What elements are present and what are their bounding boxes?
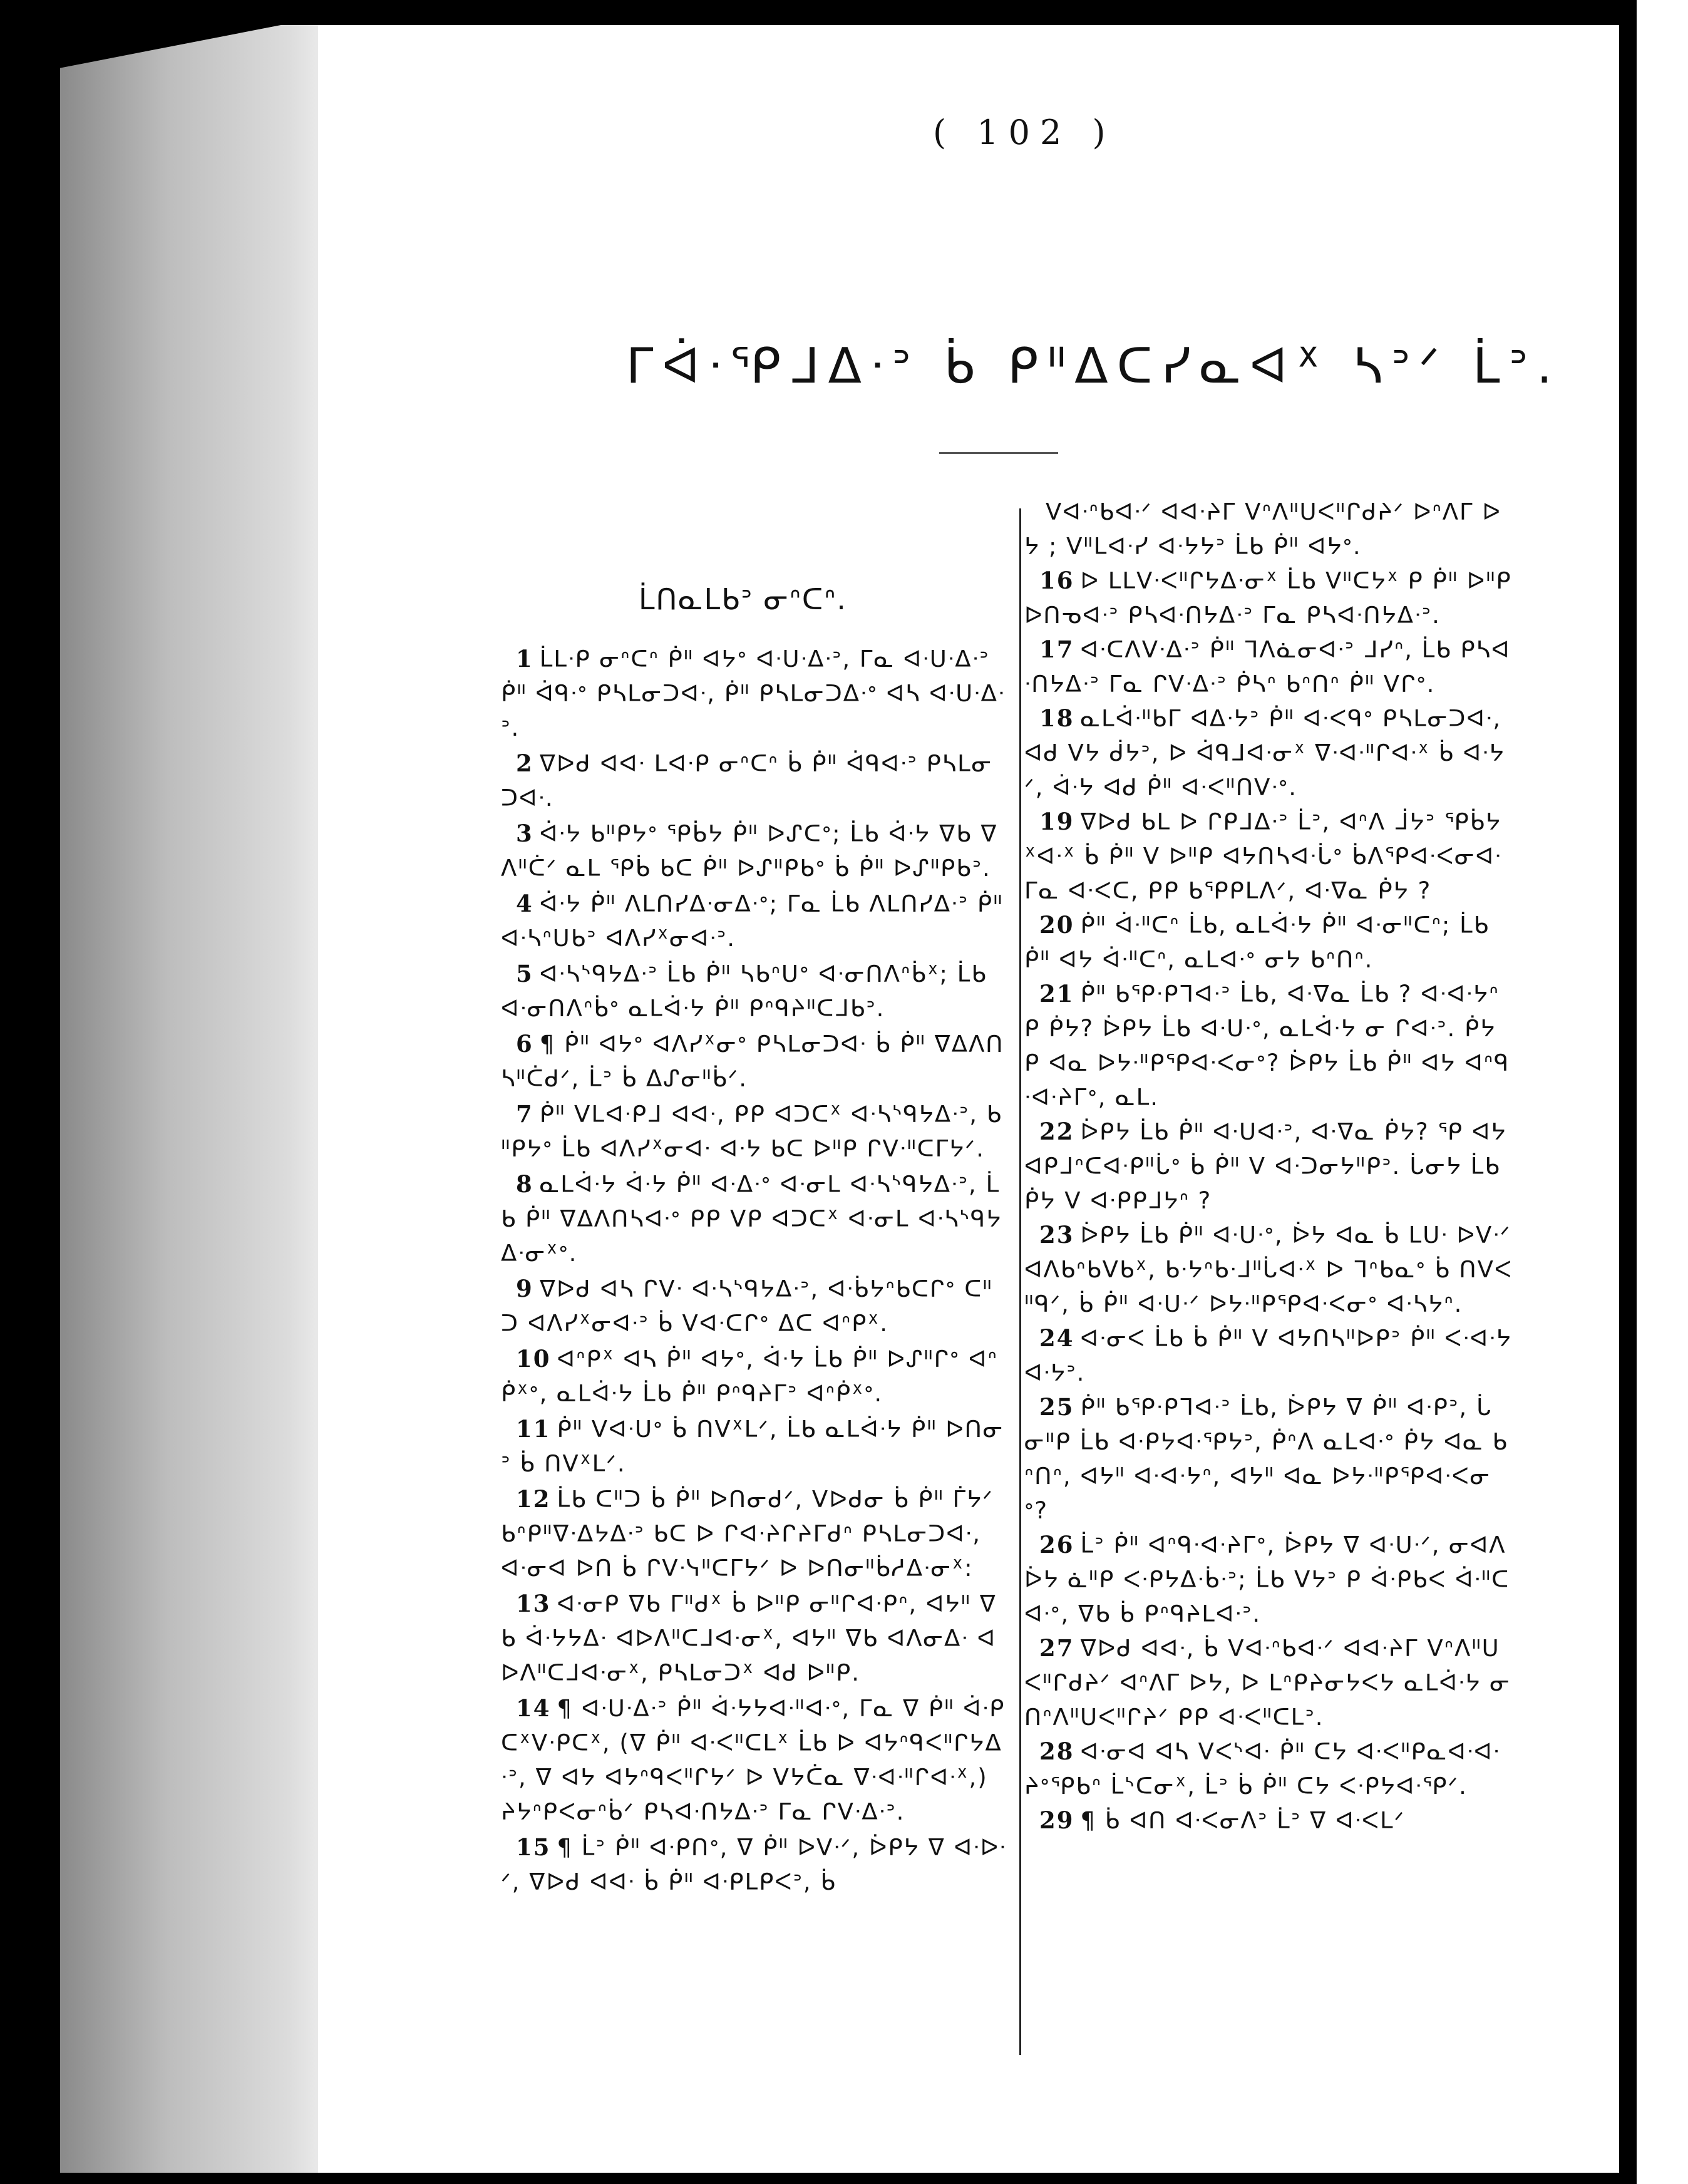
verse-number: 16 [1039,567,1074,594]
verse [501,1482,1008,1585]
verse-number: 21 [1039,980,1074,1007]
verse [501,1342,1008,1411]
verse-number: 19 [1039,808,1074,835]
verse-number: 25 [1039,1393,1074,1421]
verse-text: ᐁᐅᑯ ᑲᒪ ᐅ ᒋᑭᒧᐃᐧᐣ ᒫᐣ, ᐊᐢᐱ ᒨᔭᐣ ᕿᑳᔭᕽᐊᐧᕽ ᑳ ᑮᐦ ᐯ ᐅᐦᑭ ᐊᔭᑎᓴᐊᐧᒑᐤ ᑳᐱᕿᐊᐧᐸᓂᐊᐧ ᒥᓇ ᐊᐧᐸᑕ, ᑭᑭ ᑲᕿᑭᒪᐱᐟ, ᐊᐧᐁᓇ ᑮᔭ ? [1024,808,1502,904]
verse [501,816,1008,885]
verse [1024,495,1513,564]
verse-number: 26 [1039,1531,1074,1558]
verse-number: 11 [516,1415,551,1443]
verse [1024,1528,1513,1631]
verse-text: ᐋᐧᔭ ᑲᐦᑭᔭᐤ ᕿᑳᔭ ᑮᐦ ᐅᔑᑕᐤ; ᒫᑲ ᐋᐧᔭ ᐁᑲ ᐁ ᐱᐦᑖᐟ ᓇᒪ ᕿᑳ ᑲᑕ ᑮᐦ ᐅᔑᐦᑭᑲᐤ ᑳ ᑮᐦ ᐅᔑᐦᑭᑲᐣ. [501,820,998,882]
verse-text: ᐊᐢᑭᕽ ᐊᓴ ᑮᐦ ᐊᔭᐤ, ᐋᐧᔭ ᒫᑲ ᑮᐦ ᐅᔑᐦᒋᐤ ᐊᐢᑮᕽᐤ, ᓇᒪᐋᐧᔭ ᒫᑲ ᑮᐦ ᑭᐢᑫᔨᒥᐣ ᐊᐢᑮᕽᐤ. [501,1346,998,1407]
verse [501,1097,1008,1166]
verse [501,1830,1008,1899]
verse [1024,805,1513,908]
verse-number: 28 [1039,1738,1074,1765]
verse-text: ᒫᒪᐧᑭ ᓂᐢᑕᐢ ᑮᐦ ᐊᔭᐤ ᐊᐧᑌᐧᐃᐧᐣ, ᒥᓇ ᐊᐧᑌᐧᐃᐧᐣ ᑮᐦ ᐋᑫᐧᐤ ᑭᓴᒪᓂᑐᐊᐧ, ᑮᐦ ᑭᓴᒪᓂᑐᐃᐧᐤ ᐊᓴ ᐊᐧᑌᐧᐃᐧᐣ. [501,646,1006,741]
verse-number: 14 [516,1694,551,1722]
verse [501,642,1008,745]
section-heading: ᒫᑎᓇᒪᑲᐣ ᓂᐢᑕᐢ. [639,582,847,616]
verse-number: 29 [1039,1806,1074,1834]
verse-number: 18 [1039,704,1074,732]
verse-text: ᓇᒪᐋᐧᐦᑲᒥ ᐊᐃᐧᔭᐣ ᑮᐦ ᐊᐧᐸᑫᐤ ᑭᓴᒪᓂᑐᐊᐧ, ᐊᑯ ᐯᔭ ᑰᔭᐣ, ᐅ ᐋᑫᒧᐊᐧᓂᕽ ᐁᐧᐊᐧᐦᒋᐊᐧᕽ ᑳ ᐊᐧᔭᐟ, ᐋᐧᔭ ᐊᑯ ᑮᐦ ᐊᐧᐸᐦᑎᐯᐧᐤ. [1024,705,1505,801]
verse [1024,1321,1513,1390]
verse-number: 17 [1039,636,1074,663]
verse [501,1691,1008,1829]
verse-number: 4 [516,890,533,917]
verse-number: 2 [516,749,533,777]
verse [501,1167,1008,1270]
verse-number: 9 [516,1275,533,1302]
verse-number: 8 [516,1170,533,1198]
verse-text: ᒫᐣ ᑮᐦ ᐊᐢᑫᐧᐊᐧᔨᒥᐤ, ᐆᑭᔭ ᐁ ᐊᐧᑌᐧᐟ, ᓂᐊᐱ ᐆᔭ ᓈᐦᑭ ᐸᐧᑭᔭᐃᐧᑳᐧᐣ; ᒫᑲ ᐯᔭᐣ ᑭ ᐋᐧᑭᑲᐸ ᐋᐧᐦᑕᐊᐧᐤ, ᐁᑲ ᑳ ᑭᐢᑫᔨᒪᐊᐧᐣ. [1024,1532,1510,1627]
verse [501,957,1008,1026]
verse-text: ᐅ ᒪᒪᐯᐧᐸᐦᒋᔭᐃᐧᓂᕽ ᒫᑲ ᐯᐦᑕᔭᕽ ᑭ ᑮᐦ ᐅᐦᑭ ᐅᑎᓀᐊᐧᐣ ᑭᓴᐊᐧᑎᔭᐃᐧᐣ ᒥᓇ ᑭᓴᐊᐧᑎᔭᐃᐧᐣ. [1024,567,1512,629]
verse-text: ¶ ᒫᐣ ᑮᐦ ᐊᐧᑭᑎᐤ, ᐁ ᑮᐦ ᐅᐯᐧᐟ, ᐆᑭᔭ ᐁ ᐊᐧᐅᐧᐟ, ᐁᐅᑯ ᐊᐊᐧ ᑳ ᑮᐦ ᐊᐧᑭᒪᑭᐸᐣ, ᑳ [501,1834,1007,1895]
verse-number: 23 [1039,1221,1074,1249]
verse [1024,1390,1513,1528]
verse-text: ᑮᐦ ᐯᒪᐊᐧᑭᒧ ᐊᐊᐧ, ᑭᑭ ᐊᑐᑕᕽ ᐊᐧᓴᔅᑫᔭᐃᐧᐣ, ᑲᐦᑭᔭᐤ ᒫᑲ ᐊᐱᓯᕽᓂᐊᐧ ᐊᐧᔭ ᑲᑕ ᐅᐦᑭ ᒋᐯᐧᐦᑕᒥᔭᐟ. [501,1101,1003,1162]
verse-text: ᑮᐦ ᐋᐧᐦᑕᐢ ᒫᑲ, ᓇᒪᐋᐧᔭ ᑮᐦ ᐊᐧᓂᐦᑕᐢ; ᒫᑲ ᑮᐦ ᐊᔭ ᐋᐧᐦᑕᐢ, ᓇᒪᐊᐧᐤ ᓂᔭ ᑲᐢᑎᐢ. [1024,912,1490,973]
verse-text: ᐯᐊᐧᐢᑲᐊᐧᐟ ᐊᐊᐧᔨᒥ ᐯᐢᐱᐦᑌᐸᐦᒋᑯᔨᐟ ᐅᐢᐱᒥ ᐅᔭ ; ᐯᐦᒪᐊᐧᓯ ᐊᐧᔭᔭᐣ ᒫᑲ ᑮᐦ ᐊᔭᐤ. [1024,498,1501,560]
verse-number: 15 [516,1833,551,1861]
verse-number: 20 [1039,911,1074,939]
verse-text: ᐊᐧᓂᐸ ᒫᑲ ᑳ ᑮᐦ ᐯ ᐊᔭᑎᓴᐦᐅᑭᐣ ᑮᐦ ᐸᐧᐊᐧᔭᐊᐧᔭᐣ. [1024,1325,1512,1386]
verse-number: 7 [516,1100,533,1128]
right-verse-list [1024,495,1513,1838]
verse [1024,1803,1513,1838]
verse-number: 5 [516,960,533,987]
verse-text: ᑮᐦ ᐯᐊᐧᑌᐤ ᑳ ᑎᐯᕽᒪᐟ, ᒫᑲ ᓇᒪᐋᐧᔭ ᑮᐦ ᐅᑎᓂᐣ ᑳ ᑎᐯᕽᒪᐟ. [501,1416,1004,1477]
verse-number: 27 [1039,1634,1074,1662]
page-number: ( 102 ) [933,113,1116,152]
verse [1024,1734,1513,1803]
verse [501,1272,1008,1341]
verse-text: ¶ ᐊᐧᑌᐧᐃᐧᐣ ᑮᐦ ᐋᐧᔭᔭᐊᐧᐦᐊᐧᐤ, ᒥᓇ ᐁ ᑮᐦ ᐋᐧᑭᑕᕽᐯᐧᑭᑕᕽ, (ᐁ ᑮᐦ ᐊᐧᐸᐦᑕᒪᕽ ᒫᑲ ᐅ ᐊᔭᐢᑫᐸᐦᒋᔭᐃᐧᐣ, ᐁ ᐊᔭ ᐊᔭᐢᑫᐸᐦᒋᔭᐟ ᐅ ᐯᔭᑖᓇ ᐁᐧᐊᐧᐦᒋᐊᐧᕽ,) ᔨᔭᐢᑭᐸᓂᐢᑳᐟ ᑭᓴᐊᐧᑎᔭᐃᐧᐣ ᒥᓇ ᒋᐯᐧᐃᐧᐣ. [501,1695,1006,1825]
verse-text: ᐁᐅᑯ ᐊᐊᐧ ᒪᐊᐧᑭ ᓂᐢᑕᐢ ᑳ ᑮᐦ ᐋᑫᐊᐧᐣ ᑭᓴᒪᓂᑐᐊᐧ. [501,750,993,811]
verse-text: ᐊᐧᑕᐱᐯᐧᐃᐧᐣ ᑮᐦ ᒣᐱᓈᓂᐊᐧᐣ ᒧᓯᐢ, ᒫᑲ ᑭᓴᐊᐧᑎᔭᐃᐧᐣ ᒥᓇ ᒋᐯᐧᐃᐧᐣ ᑮᓴᐢ ᑲᐢᑎᐢ ᑮᐦ ᐯᒋᐤ. [1024,636,1511,698]
verse [1024,908,1513,977]
book-page-edge [60,25,329,2173]
running-title: ᒥᐋᐧᕿᒧᐃᐧᐣ ᑳ ᑭᐦᐃᑕᓯᓇᐊᕽ ᓴᐣᐟ ᒫᐣ. [626,338,1562,394]
verse-text: ᒫᑲ ᑕᐦᑐ ᑳ ᑮᐦ ᐅᑎᓂᑯᐟ, ᐯᐅᑯᓂ ᑳ ᑮᐦ ᒦᔭᐟ ᑲᐢᑭᐦᐁᐧᐃᔭᐃᐧᐣ ᑲᑕ ᐅ ᒋᐊᐧᔨᒋᔨᒥᑯᐢ ᑭᓴᒪᓂᑐᐊᐧ, ᐊᐧᓂᐊ ᐅᑎ ᑳ ᒋᐯᐧᓭᐦᑕᒥᔭᐟ ᐅ ᐅᑎᓂᐦᑳᓱᐃᐧᓂᕽ: [501,1486,994,1582]
verse-text: ᓇᒪᐋᐧᔭ ᐋᐧᔭ ᑮᐦ ᐊᐧᐃᐧᐤ ᐊᐧᓂᒪ ᐊᐧᓴᔅᑫᔭᐃᐧᐣ, ᒫᑲ ᑮᐦ ᐁᐃᐱᑎᓴᐊᐧᐤ ᑭᑭ ᐯᑭ ᐊᑐᑕᕽ ᐊᐧᓂᒪ ᐊᐧᓴᔅᑫᔭᐃᐧᓂᕽᐤ. [501,1171,1002,1267]
verse-text: ᐁᐅᑯ ᐊᓴ ᒋᐯᐧ ᐊᐧᓴᔅᑫᔭᐃᐧᐣ, ᐊᐧᑳᔭᐢᑲᑕᒋᐤ ᑕᐦᑐ ᐊᐱᓯᕽᓂᐊᐧᐣ ᑳ ᐯᐊᐧᑕᒋᐤ ᐃᑕ ᐊᐢᑭᕽ. [501,1275,993,1337]
verse [1024,701,1513,805]
verse-number: 12 [516,1485,551,1513]
facing-page-edge [1637,0,1688,2184]
verse-text: ᐆᑭᔭ ᒫᑲ ᑮᐦ ᐊᐧᑌᐊᐧᐣ, ᐊᐧᐁᓇ ᑮᔭ? ᕿ ᐊᔭ ᐊᑭᒧᐢᑕᐊᐧᑭᐦᒑᐤ ᑳ ᑮᐦ ᐯ ᐊᐧᑐᓂᔭᐦᑭᐣ. ᒑᓂᔭ ᒫᑲ ᑮᔭ ᐯ ᐊᐧᑭᑭᒧᔭᐢ ? [1024,1118,1507,1214]
verse-text: ᑮᐦ ᑲᕿᐧᑭᒣᐊᐧᐣ ᒫᑲ, ᐆᑭᔭ ᐁ ᑮᐦ ᐊᐧᑭᐣ, ᒑᓂᐦᑭ ᒫᑲ ᐊᐧᑭᔭᐊᐧᕿᔭᐣ, ᑮᐢᐱ ᓇᒪᐊᐧᐤ ᑮᔭ ᐊᓇ ᑲᐢᑎᐢ, ᐊᔭᐦ ᐊᐧᐊᐧᔭᐢ, ᐊᔭᐦ ᐊᓇ ᐅᔭᐧᐦᑭᕿᐊᐧᐸᓂᐤ? [1024,1394,1508,1524]
verse-number: 3 [516,820,533,847]
verse-number: 1 [516,645,533,672]
verse-number: 22 [1039,1118,1074,1145]
verse [501,1027,1008,1096]
left-column [501,495,1008,1900]
verse [501,1587,1008,1690]
verse-text: ᑮᐦ ᑲᕿᐧᑭᒣᐊᐧᐣ ᒫᑲ, ᐊᐧᐁᓇ ᒫᑲ ? ᐊᐧᐊᐧᔭᐢ ᑭ ᑮᔭ? ᐆᑭᔭ ᒫᑲ ᐊᐧᑌᐧᐤ, ᓇᒪᐋᐧᔭ ᓂ ᒋᐊᐧᐣ. ᑮᔭ ᑭ ᐊᓇ ᐅᔭᐧᐦᑭᕿᐊᐧᐸᓂᐤ? ᐆᑭᔭ ᒫᑲ ᑮᐦ ᐊᔭ ᐊᐢᑫᐧᐊᐧᔨᒥᐤ, ᓇᒪ. [1024,981,1510,1111]
verse-text: ᐊᐧᓂᑭ ᐁᑲ ᒥᐦᑯᕽ ᑳ ᐅᐦᑭ ᓂᐦᒋᐊᐧᑭᐢ, ᐊᔭᐦ ᐁᑲ ᐋᐧᔭᔭᐃᐧ ᐊᐅᐱᐦᑕᒧᐊᐧᓂᕽ, ᐊᔭᐦ ᐁᑲ ᐊᐱᓂᐃᐧ ᐊᐅᐱᐦᑕᒧᐊᐧᓂᕽ, ᑭᓴᒪᓂᑐᕽ ᐊᑯ ᐅᐦᑭ. [501,1590,997,1686]
verse [1024,632,1513,701]
verse [1024,1115,1513,1218]
column-divider [1019,508,1021,2055]
verse-text: ᐊᐧᓴᔅᑫᔭᐃᐧᐣ ᒫᑲ ᑮᐦ ᓴᑲᐢᑌᐤ ᐊᐧᓂᑎᐱᐢᑳᕽ; ᒫᑲ ᐊᐧᓂᑎᐱᐢᑳᐤ ᓇᒪᐋᐧᔭ ᑮᐦ ᑭᐢᑫᔨᐦᑕᒧᑲᐣ. [501,961,987,1022]
verse-text: ᐊᐧᓂᐊ ᐊᓴ ᐯᐸᔅᐊᐧ ᑮᐦ ᑕᔭ ᐊᐧᐸᐦᑭᓇᐊᐧᐊᐧᔨᐤᕿᑲᐢ ᒫᔅᑕᓂᕽ, ᒫᐣ ᑳ ᑮᐦ ᑕᔭ ᐸᐧᑭᔭᐊᐧᕿᐟ. [1024,1738,1501,1800]
verse [1024,564,1513,632]
verse [501,746,1008,815]
verse [501,1412,1008,1481]
title-divider [939,452,1058,454]
verse-text: ᐆᑭᔭ ᒫᑲ ᑮᐦ ᐊᐧᑌᐧᐤ, ᐆᔭ ᐊᓇ ᑳ ᒪᑌᐧ ᐅᐯᐧᐟ ᐊᐱᑲᐢᑲᐯᑲᕽ, ᑲᐧᔭᐢᑲᐧᒧᐦᒑᐊᐧᕽ ᐅ ᒣᐢᑲᓇᐤ ᑳ ᑎᐯᐸᐦᑫᐟ, ᑳ ᑮᐦ ᐊᐧᑌᐧᐟ ᐅᔭᐧᐦᑭᕿᐊᐧᐸᓂᐤ ᐊᐧᓴᔭᐢ. [1024,1222,1513,1317]
verse [1024,1631,1513,1734]
verse-text: ¶ ᑳ ᐊᑎ ᐊᐧᐸᓂᐱᐣ ᒫᐣ ᐁ ᐊᐧᐸᒪᐟ [1080,1807,1406,1834]
verse-text: ᐁᐅᑯ ᐊᐊᐧ, ᑳ ᐯᐊᐧᐢᑲᐊᐧᐟ ᐊᐊᐧᔨᒥ ᐯᐢᐱᐦᑌᐸᐦᒋᑯᔨᐟ ᐊᐢᐱᒥ ᐅᔭ, ᐅ ᒪᐢᑭᔨᓂᔭᐸᔭ ᓇᒪᐋᐧᔭ ᓂ ᑎᐢᐱᐦᑌᐸᐦᒋᔨᐟ ᑭᑭ ᐊᐧᐸᐦᑕᒪᐣ. [1024,1635,1511,1731]
verse-number: 13 [516,1590,551,1617]
verse-number: 24 [1039,1324,1074,1352]
left-verse-list [501,642,1008,1899]
verse-text: ᐋᐧᔭ ᑮᐦ ᐱᒪᑎᓯᐃᐧᓂᐃᐧᐤ; ᒥᓇ ᒫᑲ ᐱᒪᑎᓯᐃᐧᐣ ᑮᐦ ᐊᐧᓴᐢᑌᑲᐣ ᐊᐱᓯᕽᓂᐊᐧᐣ. [501,890,1004,952]
verse-number: 6 [516,1030,533,1058]
verse [501,887,1008,956]
verse [1024,1218,1513,1321]
verse-text: ¶ ᑮᐦ ᐊᔭᐤ ᐊᐱᓯᕽᓂᐤ ᑭᓴᒪᓂᑐᐊᐧ ᑳ ᑮᐦ ᐁᐃᐱᑎᓴᐦᑖᑯᐟ, ᒫᐣ ᑳ ᐃᔑᓂᐦᑳᐟ. [501,1031,1004,1092]
verse-number: 10 [516,1345,551,1373]
verse [1024,977,1513,1115]
right-column [1024,495,1513,1838]
